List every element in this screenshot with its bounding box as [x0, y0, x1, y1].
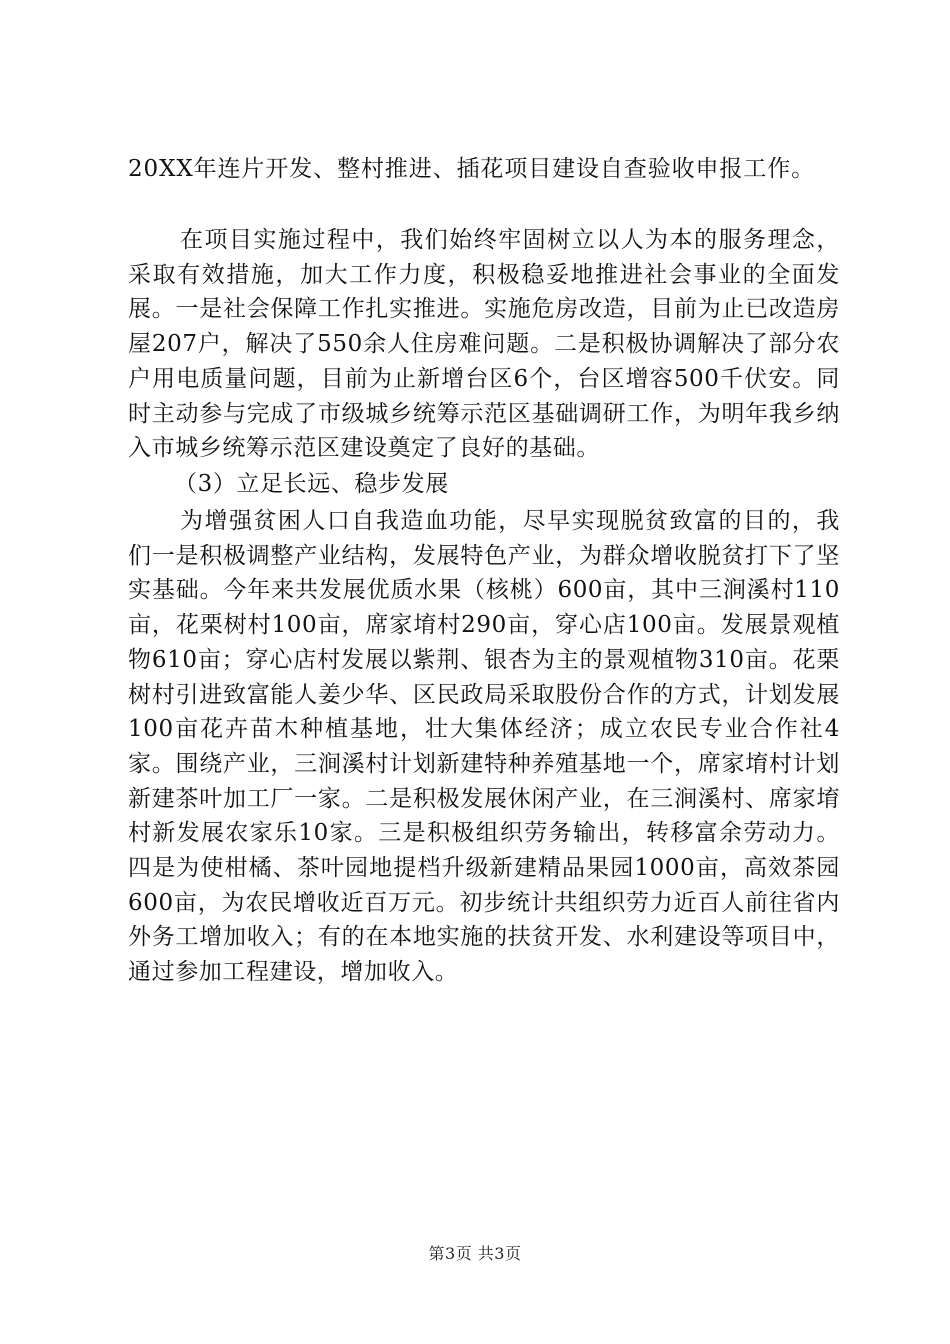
- section-heading: （3）立足长远、稳步发展: [174, 471, 449, 497]
- page-number-footer: 第3页 共3页: [428, 1244, 522, 1263]
- continuation-line: 20XX年连片开发、整村推进、插花项目建设自查验收申报工作。: [128, 156, 816, 182]
- paragraph-poverty-alleviation: 为增强贫困人口自我造血功能，尽早实现脱贫致富的目的，我们一是积极调整产业结构，发展特色产业，为群众增收脱贫打下了坚实基础。今年来共发展优质水果（核桃）600亩，其中三涧溪村110亩，花栗树村100亩，席家堉村290亩，穿心店100亩。发展景观植物610亩；穿心店村发展以紫荆、银杏为主的景观植物310亩。花栗树村引进致富能人姜少华、区民政局采取股份合作的方式，计划发展100亩花卉苗木种植基地，壮大集体经济；成立农民专业合作社4家。围绕产业，三涧溪村计划新建特种养殖基地一个，席家堉村计划新建茶叶加工厂一家。二是积极发展休闲产业，在三涧溪村、席家堉村新发展农家乐10家。三是积极组织劳务输出，转移富余劳动力。四是为使柑橘、茶叶园地提档升级新建精品果园1000亩，高效茶园600亩，为农民增收近百万元。初步统计共组织劳力近百人前往省内外务工增加收入；有的在本地实施的扶贫开发、水利建设等项目中，通过参加工程建设，增加收入。: [128, 508, 840, 986]
- paragraph-social-undertakings: 在项目实施过程中，我们始终牢固树立以人为本的服务理念，采取有效措施，加大工作力度，积极稳妥地推进社会事业的全面发展。一是社会保障工作扎实推进。实施危房改造，目前为止已改造房屋207户，解决了550余人住房难问题。二是积极协调解决了部分农户用电质量问题，目前为止新增台区6个，台区增容500千伏安。同时主动参与完成了市级城乡统筹示范区基础调研工作，为明年我乡纳入市城乡统筹示范区建设奠定了良好的基础。: [128, 227, 840, 462]
